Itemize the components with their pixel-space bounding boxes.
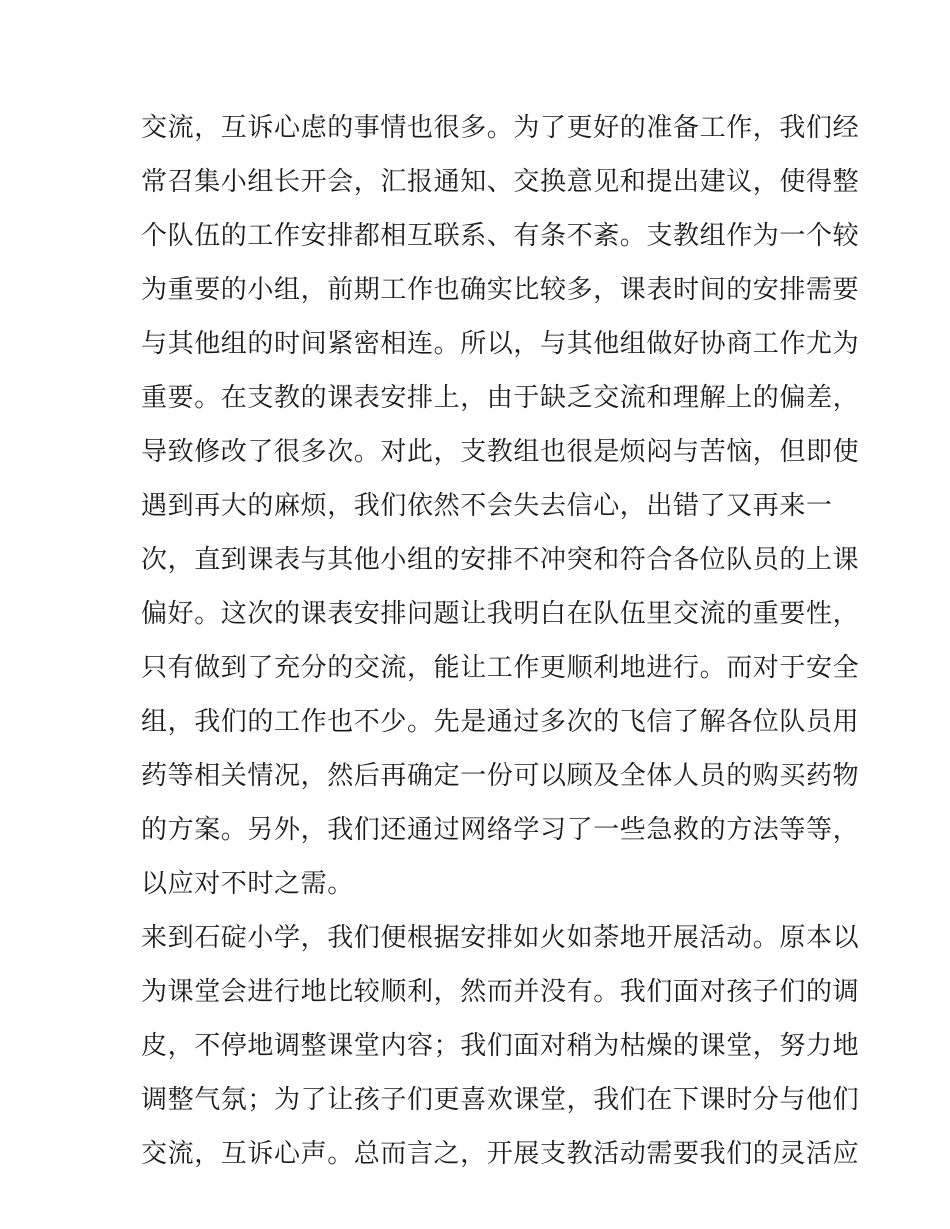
text-line: 组，我们的工作也不少。先是通过多次的飞信了解各位队员用	[141, 707, 860, 737]
text-line: 的方案。另外，我们还通过网络学习了一些急救的方法等等，	[141, 815, 860, 845]
text-line: 以应对不时之需。	[141, 869, 354, 899]
text-line: 交流，互诉心声。总而言之，开展支教活动需要我们的灵活应	[141, 1139, 860, 1169]
text-line: 遇到再大的麻烦，我们依然不会失去信心，出错了又再来一	[141, 491, 833, 521]
text-line: 偏好。这次的课表安排问题让我明白在队伍里交流的重要性，	[141, 599, 860, 629]
text-line: 只有做到了充分的交流，能让工作更顺利地进行。而对于安全	[141, 653, 860, 683]
text-line: 常召集小组长开会，汇报通知、交换意见和提出建议，使得整	[141, 167, 860, 197]
text-line: 交流，互诉心虑的事情也很多。为了更好的准备工作，我们经	[141, 113, 860, 143]
text-line: 药等相关情况，然后再确定一份可以顾及全体人员的购买药物	[141, 761, 860, 791]
text-line: 为重要的小组，前期工作也确实比较多，课表时间的安排需要	[141, 275, 860, 305]
text-line: 为课堂会进行地比较顺利，然而并没有。我们面对孩子们的调	[141, 977, 860, 1007]
text-line: 次，直到课表与其他小组的安排不冲突和符合各位队员的上课	[141, 545, 860, 575]
text-line: 来到石碇小学，我们便根据安排如火如荼地开展活动。原本以	[141, 923, 860, 953]
text-line: 调整气氛；为了让孩子们更喜欢课堂，我们在下课时分与他们	[141, 1085, 860, 1115]
text-line: 皮，不停地调整课堂内容；我们面对稍为枯燥的课堂，努力地	[141, 1031, 860, 1061]
text-line: 重要。在支教的课表安排上，由于缺乏交流和理解上的偏差，	[141, 383, 860, 413]
text-line: 与其他组的时间紧密相连。所以，与其他组做好协商工作尤为	[141, 329, 860, 359]
text-line: 个队伍的工作安排都相互联系、有条不紊。支教组作为一个较	[141, 221, 860, 251]
text-line: 导致修改了很多次。对此，支教组也很是烦闷与苦恼，但即使	[141, 437, 860, 467]
